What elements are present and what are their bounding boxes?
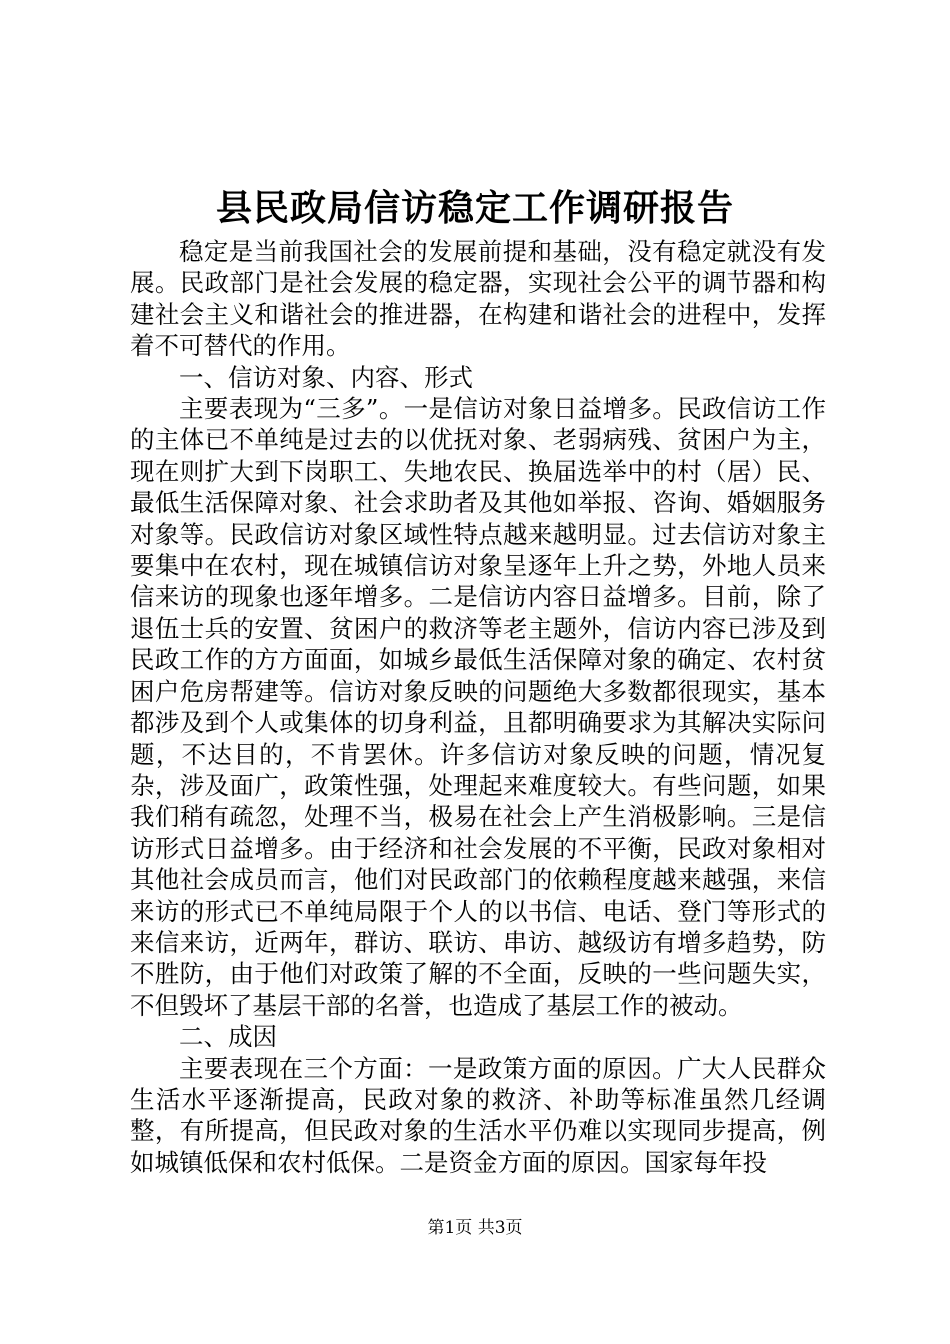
- section-heading-2: 二、成因: [179, 1022, 277, 1052]
- section-heading-1: 一、信访对象、内容、形式: [179, 362, 473, 392]
- page-footer: 第1页 共3页: [427, 1218, 523, 1238]
- document-title: 县民政局信访稳定工作调研报告: [215, 187, 734, 229]
- intro-paragraph: 稳定是当前我国社会的发展前提和基础，没有稳定就没有发展。民政部门是社会发展的稳定器，实现社会公平的调节器和构建社会主义和谐社会的推进器，在构建和谐社会的进程中，发挥着不可替代的作用。: [130, 237, 826, 361]
- section-paragraph-2: 主要表现在三个方面：一是政策方面的原因。广大人民群众生活水平逐渐提高，民政对象的救济、补助等标准虽然几经调整，有所提高，但民政对象的生活水平仍难以实现同步提高，例如城镇低保和农村低保。二是资金方面的原因。国家每年投: [130, 1053, 826, 1177]
- document-body: [130, 236, 826, 1178]
- section-paragraph-1: 主要表现为“三多”。一是信访对象日益增多。民政信访工作的主体已不单纯是过去的以优抚对象、老弱病残、贫困户为主，现在则扩大到下岗职工、失地农民、换届选举中的村（居）民、最低生活保障对象、社会求助者及其他如举报、咨询、婚姻服务对象等。民政信访对象区域性特点越来越明显。过去信访对象主要集中在农村，现在城镇信访对象呈逐年上升之势，外地人员来信来访的现象也逐年增多。二是信访内容日益增多。目前，除了退伍士兵的安置、贫困户的救济等老主题外，信访内容已涉及到民政工作的方方面面，如城乡最低生活保障对象的确定、农村贫困户危房帮建等。信访对象反映的问题绝大多数都很现实，基本都涉及到个人或集体的切身利益，且都明确要求为其解决实际问题，不达目的，不肯罢休。许多信访对象反映的问题，情况复杂，涉及面广，政策性强，处理起来难度较大。有些问题，如果我们稍有疏忽，处理不当，极易在社会上产生消极影响。三是信访形式日益增多。由于经济和社会发展的不平衡，民政对象相对其他社会成员而言，他们对民政部门的依赖程度越来越强，来信来访的形式已不单纯局限于个人的以书信、电话、登门等形式的来信来访，近两年，群访、联访、串访、越级访有增多趋势，防不胜防，由于他们对政策了解的不全面，反映的一些问题失实，不但毁坏了基层干部的名誉，也造成了基层工作的被动。: [130, 394, 826, 1020]
